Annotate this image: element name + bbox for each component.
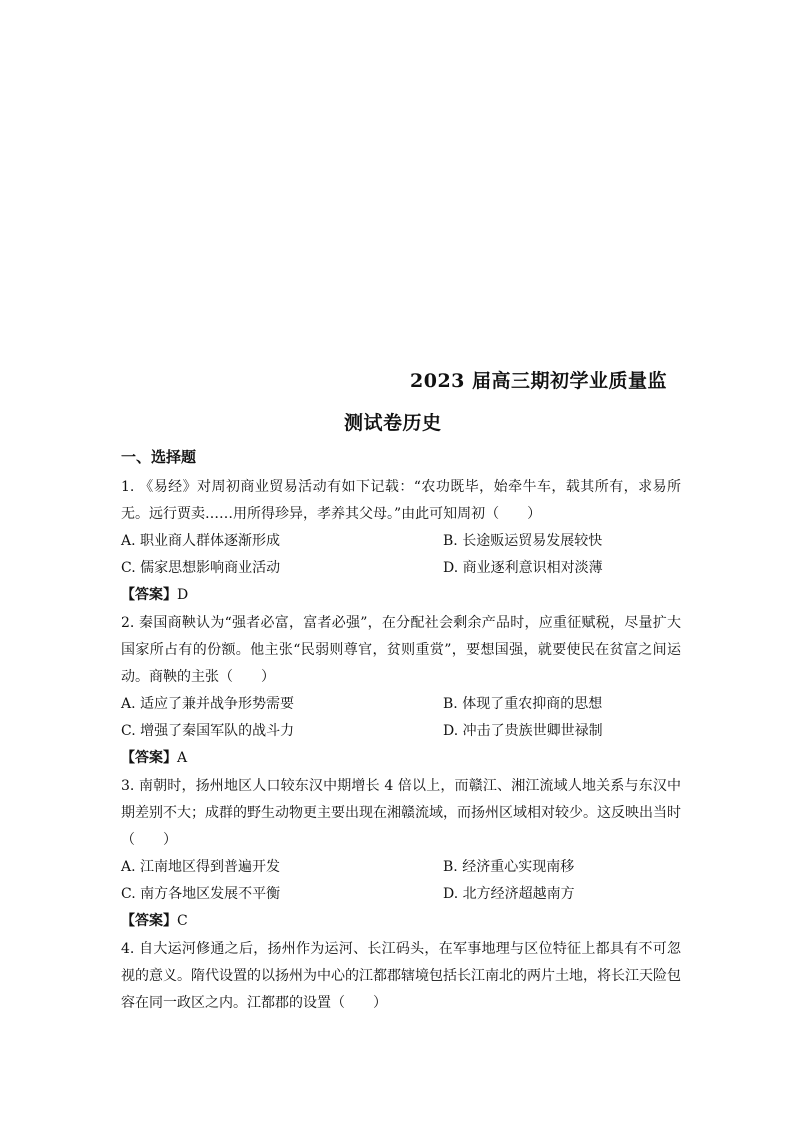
- option-d: D. 北方经济超越南方: [443, 886, 575, 902]
- option-c: C. 增强了秦国军队的战斗力: [121, 723, 295, 739]
- option-c: C. 南方各地区发展不平衡: [121, 886, 281, 902]
- option-d: D. 冲击了贵族世卿世禄制: [443, 723, 603, 739]
- question-list: [121, 474, 681, 1017]
- answer-line: [121, 745, 681, 772]
- option-b: B. 体现了重农抑商的思想: [443, 696, 603, 712]
- document-title-line-1: 2023 届高三期初学业质量监: [410, 370, 667, 392]
- question-stem: 2. 秦国商鞅认为“强者必富，富者必强”，在分配社会剩余产品时，应重征赋税，尽量扩大国家所占有的份额。他主张“民弱则尊官，贫则重赏”，要想国强，就要使民在贫富之间运动。商鞅的主张（ ）: [121, 615, 681, 685]
- question-stem: 4. 自大运河修通之后，扬州作为运河、长江码头，在军事地理与区位特征上都具有不可忽视的意义。隋代设置的以扬州为中心的江都郡辖境包括长江南北的两片土地，将长江天险包容在同一政区之内。江都郡的设置（ ）: [121, 941, 681, 1011]
- question-stem: 1. 《易经》对周初商业贸易活动有如下记载：“农功既毕，始牵牛车，载其所有，求易所无。远行贾卖……用所得珍异，孝养其父母。”由此可知周初（ ）: [121, 479, 681, 522]
- answer-line: [121, 908, 681, 935]
- answer-tag: 【答案】: [121, 913, 177, 929]
- question-2: [121, 610, 681, 772]
- option-d: D. 商业逐利意识相对淡薄: [443, 560, 603, 576]
- option-grid: [121, 528, 681, 582]
- option-grid: [121, 854, 681, 908]
- option-grid: [121, 691, 681, 745]
- option-b: B. 长途贩运贸易发展较快: [443, 533, 603, 549]
- option-c: C. 儒家思想影响商业活动: [121, 560, 281, 576]
- answer-value: D: [177, 587, 189, 603]
- option-a: A. 江南地区得到普遍开发: [121, 859, 281, 875]
- answer-value: C: [177, 913, 188, 929]
- answer-line: [121, 582, 681, 609]
- question-stem: 3. 南朝时，扬州地区人口较东汉中期增长 4 倍以上，而赣江、湘江流域人地关系与东汉中期差别不大；成群的野生动物更主要出现在湘赣流域，而扬州区域相对较少。这反映出当时（ ）: [121, 778, 681, 848]
- option-b: B. 经济重心实现南移: [443, 859, 575, 875]
- question-3: [121, 773, 681, 935]
- answer-tag: 【答案】: [121, 587, 177, 603]
- question-1: [121, 474, 681, 609]
- option-a: A. 职业商人群体逐渐形成: [121, 533, 281, 549]
- answer-value: A: [177, 750, 188, 766]
- answer-tag: 【答案】: [121, 750, 177, 766]
- section-heading: 一、选择题: [121, 448, 197, 466]
- document-title-line-2: 测试卷历史: [344, 412, 442, 434]
- option-a: A. 适应了兼并战争形势需要: [121, 696, 295, 712]
- question-4: [121, 936, 681, 1017]
